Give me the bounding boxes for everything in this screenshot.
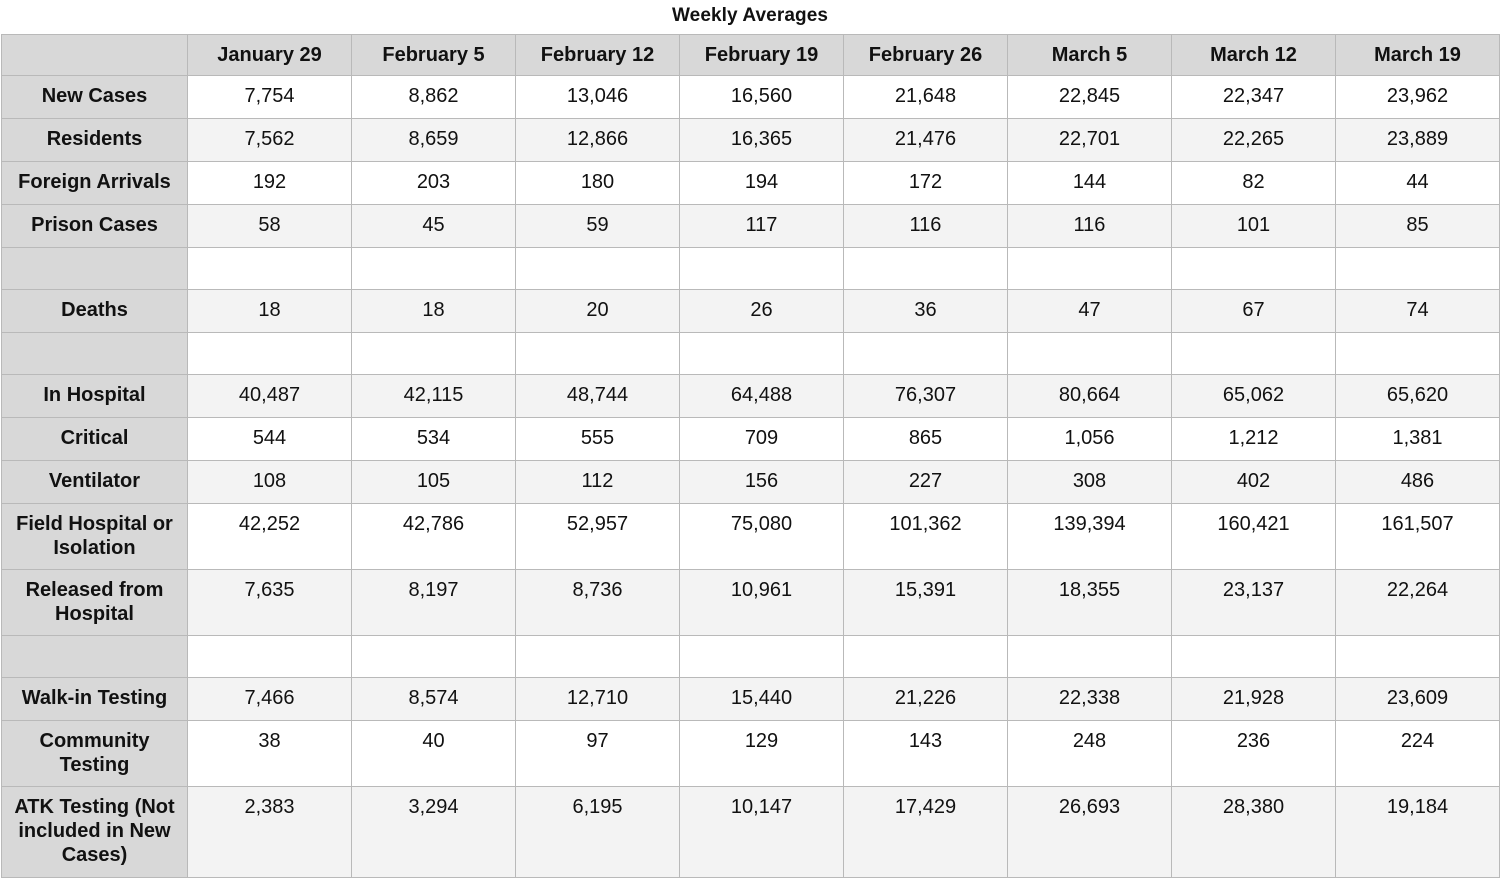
row-deaths [2,290,1500,333]
table-cell: 21,226 [844,678,1008,721]
empty-cell [516,636,680,678]
table-cell: 52,957 [516,504,680,570]
empty-cell [1008,636,1172,678]
column-header: February 26 [844,35,1008,76]
table-cell: 865 [844,418,1008,461]
empty-cell [352,636,516,678]
table-cell: 116 [1008,205,1172,248]
table-cell: 402 [1172,461,1336,504]
table-cell: 75,080 [680,504,844,570]
table-cell: 22,845 [1008,76,1172,119]
row-label: Community Testing [2,721,188,787]
table-cell: 236 [1172,721,1336,787]
column-header: February 19 [680,35,844,76]
table-cell: 42,115 [352,375,516,418]
table-cell: 161,507 [1336,504,1500,570]
table-cell: 38 [188,721,352,787]
row-label: Ventilator [2,461,188,504]
table-cell: 18 [188,290,352,333]
row-atk-testing [2,787,1500,878]
row-label: Foreign Arrivals [2,162,188,205]
table-cell: 139,394 [1008,504,1172,570]
row-label: Field Hospital or Isolation [2,504,188,570]
table-cell: 10,147 [680,787,844,878]
empty-cell [844,636,1008,678]
row-prison-cases [2,205,1500,248]
table-cell: 8,574 [352,678,516,721]
table-cell: 74 [1336,290,1500,333]
empty-cell [1172,248,1336,290]
table-cell: 172 [844,162,1008,205]
column-header: February 12 [516,35,680,76]
table-cell: 18 [352,290,516,333]
empty-cell [352,333,516,375]
column-header: February 5 [352,35,516,76]
row-released-from-hospital [2,570,1500,636]
empty-cell [680,636,844,678]
table-cell: 97 [516,721,680,787]
table-cell: 180 [516,162,680,205]
table-cell: 1,212 [1172,418,1336,461]
table-cell: 23,962 [1336,76,1500,119]
table-cell: 15,391 [844,570,1008,636]
empty-cell [680,333,844,375]
column-header: March 5 [1008,35,1172,76]
table-cell: 21,648 [844,76,1008,119]
table-cell: 8,659 [352,119,516,162]
table-cell: 101 [1172,205,1336,248]
row-label-empty [2,333,188,375]
empty-cell [516,333,680,375]
row-label: ATK Testing (Not included in New Cases) [2,787,188,878]
table-cell: 17,429 [844,787,1008,878]
row-label: In Hospital [2,375,188,418]
table-cell: 3,294 [352,787,516,878]
table-cell: 112 [516,461,680,504]
weekly-averages-table [1,34,1500,878]
table-cell: 534 [352,418,516,461]
row-label: Deaths [2,290,188,333]
table-cell: 101,362 [844,504,1008,570]
empty-cell [1172,636,1336,678]
column-header: March 19 [1336,35,1500,76]
table-cell: 129 [680,721,844,787]
row-ventilator [2,461,1500,504]
table-cell: 156 [680,461,844,504]
table-cell: 486 [1336,461,1500,504]
table-cell: 21,476 [844,119,1008,162]
table-cell: 15,440 [680,678,844,721]
row-foreign-arrivals [2,162,1500,205]
table-cell: 16,560 [680,76,844,119]
row-critical [2,418,1500,461]
row-label: Released from Hospital [2,570,188,636]
spacer-row [2,248,1500,290]
table-cell: 18,355 [1008,570,1172,636]
row-label: Walk-in Testing [2,678,188,721]
empty-cell [1008,248,1172,290]
row-community-testing [2,721,1500,787]
table-cell: 85 [1336,205,1500,248]
empty-cell [188,636,352,678]
row-label-empty [2,248,188,290]
table-cell: 144 [1008,162,1172,205]
table-cell: 65,620 [1336,375,1500,418]
table-cell: 8,862 [352,76,516,119]
table-cell: 23,889 [1336,119,1500,162]
column-header: January 29 [188,35,352,76]
table-cell: 42,252 [188,504,352,570]
table-cell: 117 [680,205,844,248]
table-cell: 42,786 [352,504,516,570]
table-cell: 224 [1336,721,1500,787]
table-cell: 105 [352,461,516,504]
table-cell: 7,466 [188,678,352,721]
table-cell: 48,744 [516,375,680,418]
empty-cell [844,333,1008,375]
row-new-cases [2,76,1500,119]
table-cell: 26,693 [1008,787,1172,878]
table-cell: 194 [680,162,844,205]
table-cell: 40,487 [188,375,352,418]
table-cell: 7,562 [188,119,352,162]
empty-cell [1336,636,1500,678]
table-cell: 7,754 [188,76,352,119]
table-cell: 2,383 [188,787,352,878]
table-cell: 160,421 [1172,504,1336,570]
table-cell: 8,736 [516,570,680,636]
empty-cell [1336,333,1500,375]
row-label: New Cases [2,76,188,119]
table-cell: 248 [1008,721,1172,787]
row-in-hospital [2,375,1500,418]
row-label: Residents [2,119,188,162]
empty-cell [188,248,352,290]
table-cell: 28,380 [1172,787,1336,878]
table-cell: 22,264 [1336,570,1500,636]
empty-cell [844,248,1008,290]
table-cell: 192 [188,162,352,205]
table-cell: 23,609 [1336,678,1500,721]
table-cell: 308 [1008,461,1172,504]
header-row [2,35,1500,76]
table-cell: 44 [1336,162,1500,205]
row-label-empty [2,636,188,678]
table-cell: 65,062 [1172,375,1336,418]
table-cell: 709 [680,418,844,461]
row-walk-in-testing [2,678,1500,721]
table-cell: 116 [844,205,1008,248]
table-cell: 21,928 [1172,678,1336,721]
empty-cell [188,333,352,375]
empty-cell [1008,333,1172,375]
empty-cell [680,248,844,290]
empty-cell [1336,248,1500,290]
empty-cell [352,248,516,290]
row-label: Prison Cases [2,205,188,248]
table-cell: 45 [352,205,516,248]
empty-cell [516,248,680,290]
table-cell: 6,195 [516,787,680,878]
table-cell: 22,701 [1008,119,1172,162]
table-cell: 67 [1172,290,1336,333]
empty-cell [1172,333,1336,375]
table-cell: 59 [516,205,680,248]
table-cell: 555 [516,418,680,461]
table-cell: 22,265 [1172,119,1336,162]
table-cell: 16,365 [680,119,844,162]
table-cell: 40 [352,721,516,787]
table-cell: 13,046 [516,76,680,119]
table-cell: 12,866 [516,119,680,162]
table-title: Weekly Averages [671,5,829,26]
table-cell: 12,710 [516,678,680,721]
table-cell: 80,664 [1008,375,1172,418]
table-cell: 143 [844,721,1008,787]
table-cell: 7,635 [188,570,352,636]
table-cell: 1,381 [1336,418,1500,461]
table-cell: 108 [188,461,352,504]
spacer-row [2,636,1500,678]
table-cell: 82 [1172,162,1336,205]
table-cell: 10,961 [680,570,844,636]
table-cell: 19,184 [1336,787,1500,878]
table-cell: 64,488 [680,375,844,418]
column-header: March 12 [1172,35,1336,76]
table-cell: 227 [844,461,1008,504]
row-residents [2,119,1500,162]
table-cell: 47 [1008,290,1172,333]
table-cell: 22,338 [1008,678,1172,721]
table-cell: 20 [516,290,680,333]
table-cell: 26 [680,290,844,333]
table-cell: 544 [188,418,352,461]
row-label: Critical [2,418,188,461]
corner-cell [2,35,188,76]
table-cell: 76,307 [844,375,1008,418]
table-cell: 1,056 [1008,418,1172,461]
table-cell: 8,197 [352,570,516,636]
row-field-hospital [2,504,1500,570]
table-cell: 22,347 [1172,76,1336,119]
table-cell: 23,137 [1172,570,1336,636]
table-cell: 203 [352,162,516,205]
spacer-row [2,333,1500,375]
table-cell: 36 [844,290,1008,333]
table-cell: 58 [188,205,352,248]
